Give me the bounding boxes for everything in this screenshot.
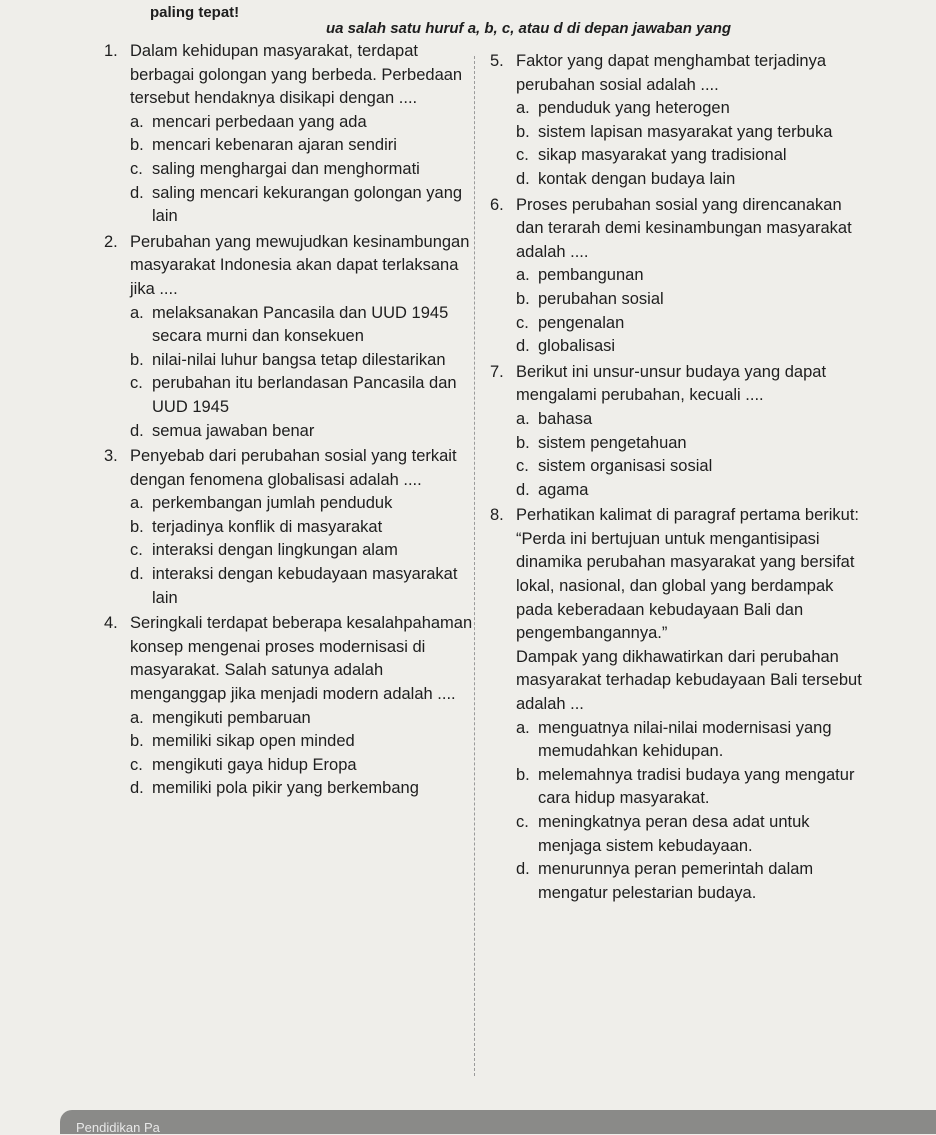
question-text: Perubahan yang mewujudkan kesinambungan masyarakat Indonesia akan dapat terlaksana jika ....	[130, 232, 470, 298]
option-label: c.	[130, 541, 143, 560]
option[interactable]	[516, 121, 862, 145]
option-text: melaksanakan Pancasila dan UUD 1945 secara murni dan konsekuen	[152, 303, 449, 346]
option[interactable]	[130, 516, 476, 540]
footer-banner	[60, 1110, 936, 1134]
option-text: kontak dengan budaya lain	[538, 169, 736, 188]
question-2	[104, 231, 476, 443]
option[interactable]	[130, 707, 476, 731]
option-label: d.	[130, 779, 144, 798]
option-text: saling mencari kekurangan golongan yang lain	[152, 183, 463, 226]
option[interactable]	[130, 182, 476, 229]
option-label: d.	[516, 169, 530, 188]
option-text: perubahan sosial	[538, 289, 664, 308]
option[interactable]	[130, 134, 476, 158]
option-label: b.	[516, 289, 530, 308]
option-text: bahasa	[538, 409, 593, 428]
option[interactable]	[130, 372, 476, 419]
left-column	[104, 40, 476, 803]
option-text: pembangunan	[538, 266, 644, 285]
quoted-paragraph: “Perda ini bertujuan untuk mengantisipasi dinamika perubahan masyarakat yang bersifat lokal, nasional, dan global yang berdampak pada keberadaan kebudayaan Bali dan pengembangannya.”	[516, 529, 855, 643]
option-label: d.	[130, 183, 144, 202]
question-8	[490, 504, 862, 905]
option[interactable]	[130, 158, 476, 182]
option-label: b.	[130, 517, 144, 536]
option-text: memiliki sikap open minded	[152, 732, 355, 751]
option-label: a.	[130, 303, 144, 322]
option-text: semua jawaban benar	[152, 421, 315, 440]
question-number: 5.	[490, 52, 504, 70]
option-text: sikap masyarakat yang tradisional	[538, 146, 787, 165]
option-label: c.	[516, 313, 529, 332]
option-text: melemahnya tradisi budaya yang mengatur cara hidup masyarakat.	[538, 765, 855, 808]
option-label: d.	[130, 421, 144, 440]
option-label: c.	[516, 813, 529, 831]
option-label: a.	[516, 718, 530, 737]
question-number: 7.	[490, 362, 504, 381]
option[interactable]	[516, 858, 862, 905]
option-label: c.	[130, 159, 143, 178]
option-label: b.	[516, 765, 530, 784]
option-text: mencari kebenaran ajaran sendiri	[152, 136, 397, 155]
option[interactable]	[130, 349, 476, 373]
option-text: interaksi dengan kebudayaan masyarakat lain	[152, 565, 458, 607]
option-text: agama	[538, 480, 589, 499]
option-text: meningkatnya peran desa adat untuk menjaga sistem kebudayaan.	[538, 813, 810, 855]
option-label: b.	[130, 350, 144, 369]
question-number: 2.	[104, 232, 118, 251]
option-label: a.	[130, 112, 144, 131]
option-label: d.	[516, 480, 530, 499]
option-text: menurunnya peran pemerintah dalam mengatur pelestarian budaya.	[538, 860, 814, 902]
option-label: a.	[130, 494, 144, 513]
option-label: d.	[516, 337, 530, 356]
option-text: perkembangan jumlah penduduk	[152, 494, 393, 513]
instruction-left: paling tepat!	[150, 4, 240, 21]
question-text: Faktor yang dapat menghambat terjadinya perubahan sosial adalah ....	[516, 52, 827, 94]
option[interactable]	[130, 420, 476, 444]
question-number: 6.	[490, 195, 504, 214]
footer-text: Pendidikan Pa	[76, 1120, 160, 1135]
question-number: 8.	[490, 506, 504, 525]
option-label: c.	[516, 146, 529, 165]
question-7	[490, 361, 862, 503]
option[interactable]	[516, 335, 862, 359]
option[interactable]	[516, 455, 862, 479]
option-text: mencari perbedaan yang ada	[152, 112, 367, 131]
option-label: a.	[516, 266, 530, 285]
option[interactable]	[516, 479, 862, 503]
option[interactable]	[516, 97, 862, 121]
question-3	[104, 445, 476, 610]
option-text: sistem lapisan masyarakat yang terbuka	[538, 122, 833, 141]
question-number: 1.	[104, 42, 118, 60]
option[interactable]	[516, 168, 862, 192]
option[interactable]	[130, 111, 476, 135]
option[interactable]	[130, 563, 476, 610]
question-text: Dalam kehidupan masyarakat, terdapat berbagai golongan yang berbeda. Perbedaan tersebut hendaknya disikapi dengan ....	[130, 42, 463, 108]
option-text: mengikuti gaya hidup Eropa	[152, 755, 357, 774]
option[interactable]	[516, 432, 862, 456]
option-text: interaksi dengan lingkungan alam	[152, 541, 398, 560]
option[interactable]	[516, 144, 862, 168]
option[interactable]	[130, 754, 476, 778]
question-number: 3.	[104, 447, 118, 466]
option-text: saling menghargai dan menghormati	[152, 159, 420, 178]
option-label: a.	[130, 708, 144, 727]
question-prompt: Dampak yang dikhawatirkan dari perubahan masyarakat terhadap kebudayaan Bali tersebut adalah ...	[516, 647, 862, 714]
option-label: a.	[516, 409, 530, 428]
option-label: d.	[130, 565, 144, 584]
option-text: mengikuti pembaruan	[152, 708, 311, 727]
question-number: 4.	[104, 614, 118, 633]
option[interactable]	[130, 492, 476, 516]
question-5	[490, 50, 862, 192]
option-text: memiliki pola pikir yang berkembang	[152, 779, 419, 798]
option-text: sistem pengetahuan	[538, 433, 687, 452]
right-column	[490, 50, 862, 907]
option-label: d.	[516, 860, 530, 879]
question-6	[490, 194, 862, 359]
option-text: terjadinya konflik di masyarakat	[152, 517, 383, 536]
question-1	[104, 40, 476, 229]
option[interactable]	[130, 730, 476, 754]
option-text: globalisasi	[538, 337, 616, 356]
option-label: b.	[516, 122, 530, 141]
option-label: c.	[130, 755, 143, 774]
question-text: Berikut ini unsur-unsur budaya yang dapat mengalami perubahan, kecuali ....	[516, 362, 827, 405]
option[interactable]	[130, 539, 476, 563]
question-text: Perhatikan kalimat di paragraf pertama berikut:	[516, 506, 860, 525]
option[interactable]	[130, 777, 476, 801]
option[interactable]	[516, 408, 862, 432]
option[interactable]	[516, 312, 862, 336]
option-label: b.	[130, 732, 144, 751]
instruction-right: ua salah satu huruf a, b, c, atau d di depan jawaban yang	[326, 20, 732, 37]
option[interactable]	[516, 264, 862, 288]
option-label: c.	[516, 457, 529, 476]
option[interactable]	[516, 811, 862, 858]
question-text: Penyebab dari perubahan sosial yang terkait dengan fenomena globalisasi adalah ....	[130, 447, 457, 489]
option-text: penduduk yang heterogen	[538, 99, 730, 118]
option-text: sistem organisasi sosial	[538, 457, 713, 476]
question-4	[104, 612, 476, 801]
option[interactable]	[516, 288, 862, 312]
option-text: perubahan itu berlandasan Pancasila dan UUD 1945	[152, 374, 457, 416]
option-label: a.	[516, 99, 530, 118]
question-text: Proses perubahan sosial yang direncanakan dan terarah demi kesinambungan masyarakat adalah ....	[516, 195, 852, 261]
option[interactable]	[516, 717, 862, 764]
option[interactable]	[130, 302, 476, 349]
option-text: nilai-nilai luhur bangsa tetap dilestarikan	[152, 350, 446, 369]
option-label: b.	[130, 136, 144, 155]
option-text: pengenalan	[538, 313, 625, 332]
option-label: c.	[130, 374, 143, 393]
question-text: Seringkali terdapat beberapa kesalahpahaman konsep mengenai proses modernisasi di masyarakat. Salah satunya adalah menganggap jika menjadi modern adalah ....	[130, 614, 473, 704]
option-text: menguatnya nilai-nilai modernisasi yang memudahkan kehidupan.	[538, 718, 832, 761]
option[interactable]	[516, 764, 862, 811]
option-label: b.	[516, 433, 530, 452]
